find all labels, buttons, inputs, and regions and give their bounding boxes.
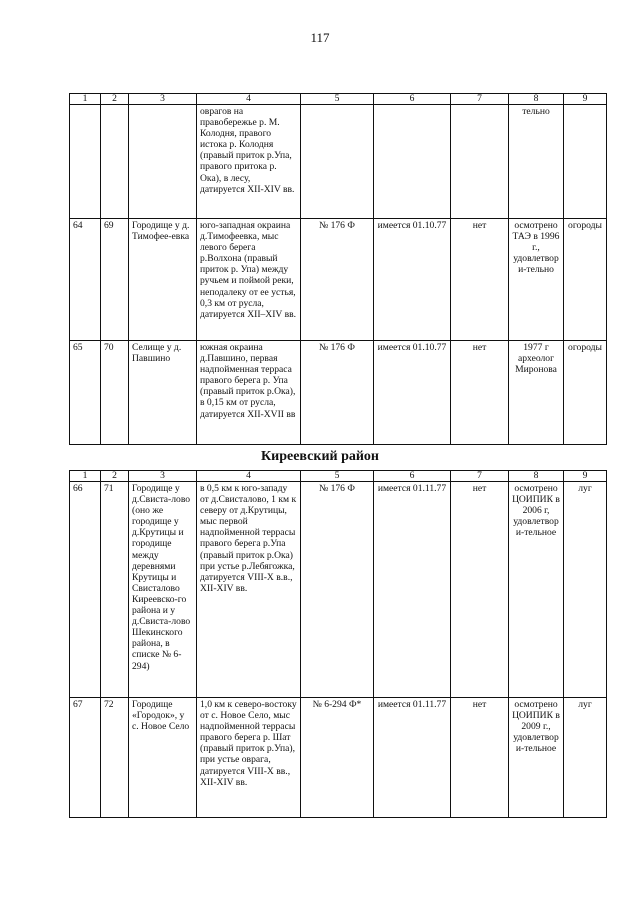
document-cell: [301, 105, 374, 219]
column-number-cell: 6: [374, 94, 451, 105]
column-number-cell: 1: [70, 94, 101, 105]
column-number-cell: 9: [564, 471, 607, 482]
land-use-cell: [564, 105, 607, 219]
column-number-cell: 5: [301, 94, 374, 105]
passport-cell: [374, 105, 451, 219]
row-index-cell: [70, 105, 101, 219]
condition-cell: тельно: [509, 105, 564, 219]
condition-cell: осмотрено ЦОИПИК в 2009 г., удовлетвори-тельное: [509, 698, 564, 818]
column-number-cell: 4: [197, 94, 301, 105]
table-header-row: [70, 471, 607, 482]
land-use-cell: луг: [564, 482, 607, 698]
monument-name-cell: Городище «Городок», у с. Новое Село: [129, 698, 197, 818]
row-number-cell: 69: [101, 219, 129, 341]
column-number-cell: 6: [374, 471, 451, 482]
monument-name-cell: Городище у д.Свистa-лово (оно же городище у д.Крутицы и городище между деревнями Крутицы и Свисталово Киреевско-го района и у д.Свиста-лово Шекинского района, в списке № 6-294): [129, 482, 197, 698]
document-cell: № 176 Ф: [301, 482, 374, 698]
page-number: 117: [310, 30, 330, 45]
column-number-cell: 1: [70, 471, 101, 482]
monument-name-cell: Селище у д. Павшино: [129, 341, 197, 445]
row-number-cell: 71: [101, 482, 129, 698]
row-index-cell: 67: [70, 698, 101, 818]
column-number-cell: 3: [129, 471, 197, 482]
column-number-cell: 4: [197, 471, 301, 482]
location-cell: в 0,5 км к юго-западу от д.Свисталово, 1 км к северу от д.Крутицы, мыс первой надпойменной террасы правого берега р.Упа (правый приток р.Ока) при устье р.Лебягожка, датируется VIII-X в.в., XII-XIV вв.: [197, 482, 301, 698]
document-cell: № 6-294 Ф*: [301, 698, 374, 818]
table-row: [70, 482, 607, 698]
obligation-cell: нет: [451, 219, 509, 341]
obligation-cell: нет: [451, 698, 509, 818]
table-row: [70, 341, 607, 445]
monument-name-cell: Городище у д. Тимофее-евка: [129, 219, 197, 341]
passport-cell: имеется 01.10.77: [374, 219, 451, 341]
obligation-cell: нет: [451, 482, 509, 698]
column-number-cell: 9: [564, 94, 607, 105]
location-cell: юго-западная окраина д.Тимофеевка, мыс левого берега р.Волхона (правый приток р. Упа) между ручьем и поймой реки, неподалеку от ее устья, 0,3 км от русла, датируется XII–XIV вв.: [197, 219, 301, 341]
table-row: [70, 105, 607, 219]
column-number-cell: 8: [509, 471, 564, 482]
obligation-cell: нет: [451, 341, 509, 445]
column-number-cell: 5: [301, 471, 374, 482]
column-number-cell: 3: [129, 94, 197, 105]
passport-cell: имеется 01.11.77: [374, 698, 451, 818]
land-use-cell: огороды: [564, 341, 607, 445]
location-cell: оврагов на правобережье р. М. Колодня, правого истока р. Колодня (правый приток р.Упа, правого притока р. Ока), в лесу, датируется XII-XIV вв.: [197, 105, 301, 219]
column-number-cell: 2: [101, 94, 129, 105]
condition-cell: 1977 г археолог Миронова: [509, 341, 564, 445]
location-cell: южная окраина д.Павшино, первая надпойменная терраса правого берега р. Упа (правый приток р.Ока), в 0,15 км от русла, датируется XII-XVII вв: [197, 341, 301, 445]
condition-cell: осмотрено ТАЭ в 1996 г., удовлетвори-тельно: [509, 219, 564, 341]
row-index-cell: 66: [70, 482, 101, 698]
land-use-cell: огороды: [564, 219, 607, 341]
obligation-cell: [451, 105, 509, 219]
column-number-cell: 8: [509, 94, 564, 105]
document-cell: № 176 Ф: [301, 219, 374, 341]
table-row: [70, 219, 607, 341]
passport-cell: имеется 01.10.77: [374, 341, 451, 445]
row-number-cell: 70: [101, 341, 129, 445]
passport-cell: имеется 01.11.77: [374, 482, 451, 698]
column-number-cell: 7: [451, 94, 509, 105]
row-number-cell: 72: [101, 698, 129, 818]
location-cell: 1,0 км к северо-востоку от с. Новое Село, мыс надпойменной террасы правого берега р. Шат (правый приток р.Упа), при устье оврага, датируется VIII-X вв., XII-XIV вв.: [197, 698, 301, 818]
land-use-cell: луг: [564, 698, 607, 818]
table-header-row: [70, 94, 607, 105]
document-cell: № 176 Ф: [301, 341, 374, 445]
column-number-cell: 2: [101, 471, 129, 482]
column-number-cell: 7: [451, 471, 509, 482]
table-row: [70, 698, 607, 818]
row-number-cell: [101, 105, 129, 219]
condition-cell: осмотрено ЦОИПИК в 2006 г, удовлетвори-тельное: [509, 482, 564, 698]
row-index-cell: 64: [70, 219, 101, 341]
section-title: Киреевский район: [261, 449, 379, 464]
row-index-cell: 65: [70, 341, 101, 445]
monuments-table-continued: [69, 93, 607, 445]
monument-name-cell: [129, 105, 197, 219]
monuments-table-kireevsky: [69, 470, 607, 818]
